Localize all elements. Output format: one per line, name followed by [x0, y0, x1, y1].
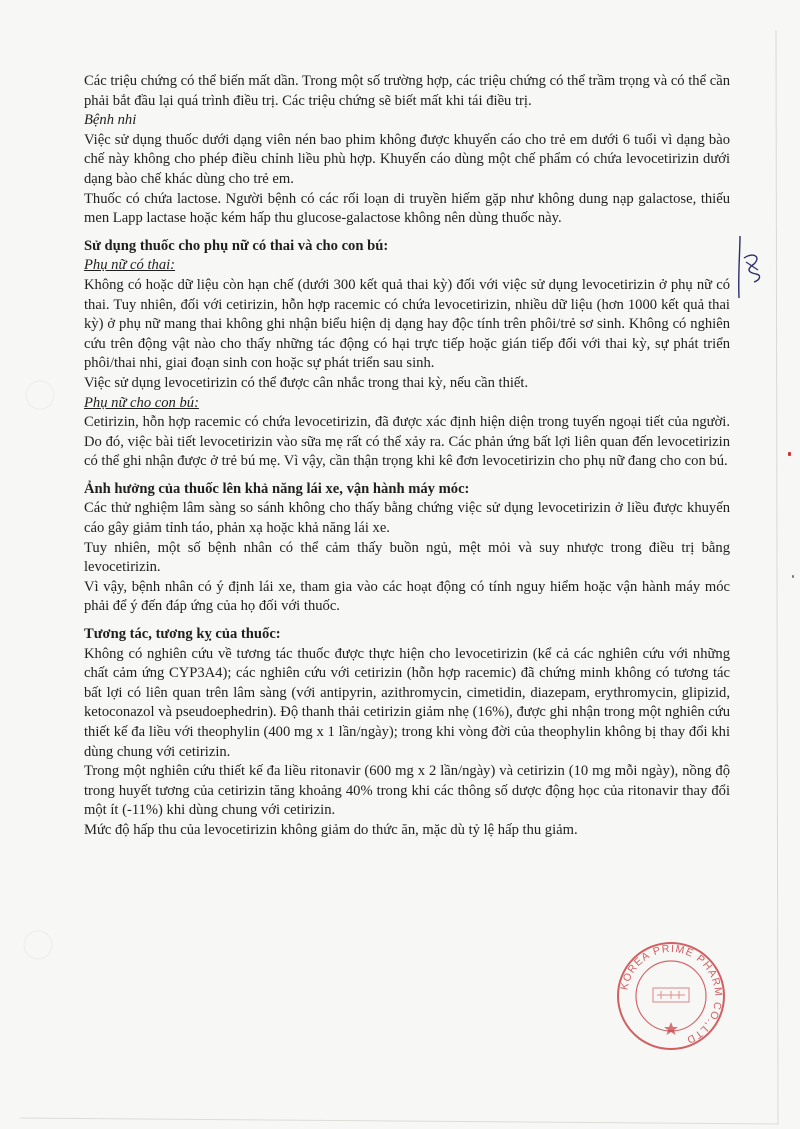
paragraph: Không có hoặc dữ liệu còn hạn chế (dưới 300 kết quả thai kỳ) đối với việc sử dụng levocetirizin ở phụ nữ có thai. Tuy nhiên, đối với cetirizin, hỗn hợp racemic có chứa levocetirizin, nhiều dữ liệu (hơn 1000 kết quả thai kỳ) ở phụ nữ mang thai không ghi nhận biểu hiện dị dạng hay độc tính trên phôi/trẻ sơ sinh. Không có nghiên cứu trên động vật nào cho thấy những tác động có hại trực tiếp hoặc gián tiếp đối với thai kỳ, sự phát triển phôi/thai nhi, giai đoạn sinh con hoặc sự phát triển sau sinh. [84, 276, 730, 372]
section-heading-pregnancy: Sử dụng thuốc cho phụ nữ có thai và cho con bú: [84, 237, 389, 254]
subheading-pediatric: Bệnh nhi [84, 112, 137, 129]
section-heading-driving: Ảnh hưởng của thuốc lên khả năng lái xe, vận hành máy móc: [84, 480, 470, 497]
section-heading-interactions: Tương tác, tương kỵ của thuốc: [84, 626, 281, 643]
paragraph: Thuốc có chứa lactose. Người bệnh có các rối loạn di truyền hiếm gặp như không dung nạp galactose, thiếu men Lapp lactase hoặc kém hấp thu glucose-galactose không nên dùng thuốc này. [84, 190, 730, 227]
paragraph: Vì vậy, bệnh nhân có ý định lái xe, tham gia vào các hoạt động có tính nguy hiểm hoặc vận hành máy móc phải để ý đến đáp ứng của họ đối với thuốc. [84, 578, 730, 615]
paragraph: Tuy nhiên, một số bệnh nhân có thể cảm thấy buồn ngủ, mệt mỏi và suy nhược trong điều trị bằng levocetirizin. [84, 539, 730, 576]
paragraph: Mức độ hấp thu của levocetirizin không giảm do thức ăn, mặc dù tỷ lệ hấp thu giảm. [84, 821, 578, 838]
paragraph: Không có nghiên cứu về tương tác thuốc được thực hiện cho levocetirizin (kể cả các nghiên cứu với những chất cảm ứng CYP3A4); các nghiên cứu với cetirizin (hỗn hợp racemic) đã chứng minh không có tương tác bất lợi có liên quan trên lâm sàng (với antipyrin, azithromycin, cimetidin, diazepam, erythromycin, glipizid, ketoconazol và pseudoephedrin). Độ thanh thải cetirizin giảm nhẹ (16%), được ghi nhận trong một nghiên cứu thiết kế đa liều với theophylin (400 mg x 1 lần/ngày); trong khi vòng đời của theophylin không bị thay đổi khi dùng chung với cetirizin. [84, 645, 730, 760]
paragraph: Các triệu chứng có thể biến mất dần. Trong một số trường hợp, các triệu chứng có thể trầm trọng và có thể cần phải bắt đầu lại quá trình điều trị. Các triệu chứng sẽ biết mất khi tái điều trị. [84, 73, 730, 109]
subheading-pregnant: Phụ nữ có thai: [84, 257, 176, 274]
ink-speck [788, 452, 791, 456]
paragraph: Các thử nghiệm lâm sàng so sánh không cho thấy bằng chứng việc sử dụng levocetirizin ở liều được khuyến cáo gây giảm tỉnh táo, phản xạ hoặc khả năng lái xe. [84, 500, 730, 537]
paragraph: Trong một nghiên cứu thiết kế đa liều ritonavir (600 mg x 2 lần/ngày) và cetirizin (10 mg mỗi ngày), nồng độ trong huyết tương của cetirizin tăng khoảng 40% trong khi các thông số dược động học của ritonavir thay đổi một ít (-11%) khi dùng chung với cetirizin. [84, 763, 730, 819]
subheading-breastfeeding: Phụ nữ cho con bú: [84, 394, 199, 411]
handwritten-signature [732, 232, 766, 302]
paragraph: Cetirizin, hỗn hợp racemic có chứa levocetirizin, đã được xác định hiện diện trong tuyến ngoại tiết của người. Do đó, việc bài tiết levocetirizin vào sữa mẹ rất có thể xảy ra. Các phản ứng bất lợi liên quan đến levocetirizin có thể ghi nhận được ở trẻ bú mẹ. Vì vậy, cần thận trọng khi kê đơn levocetirizin cho phụ nữ đang cho con bú. [84, 414, 730, 470]
company-stamp [615, 940, 727, 1052]
paragraph: Việc sử dụng thuốc dưới dạng viên nén bao phim không được khuyến cáo cho trẻ em dưới 6 tuổi vì dạng bào chế này không cho phép điều chỉnh liều phù hợp. Khuyến cáo dùng một chế phẩm có chứa levocetirizin dưới dạng bào chế khác dùng cho trẻ em. [84, 131, 730, 187]
paragraph: Việc sử dụng levocetirizin có thể được cân nhắc trong thai kỳ, nếu cần thiết. [84, 374, 529, 391]
stamp-text: KOREA PRIME PHARM CO.,LTD [618, 942, 725, 1047]
ink-speck [792, 575, 794, 578]
document-body [84, 72, 730, 841]
